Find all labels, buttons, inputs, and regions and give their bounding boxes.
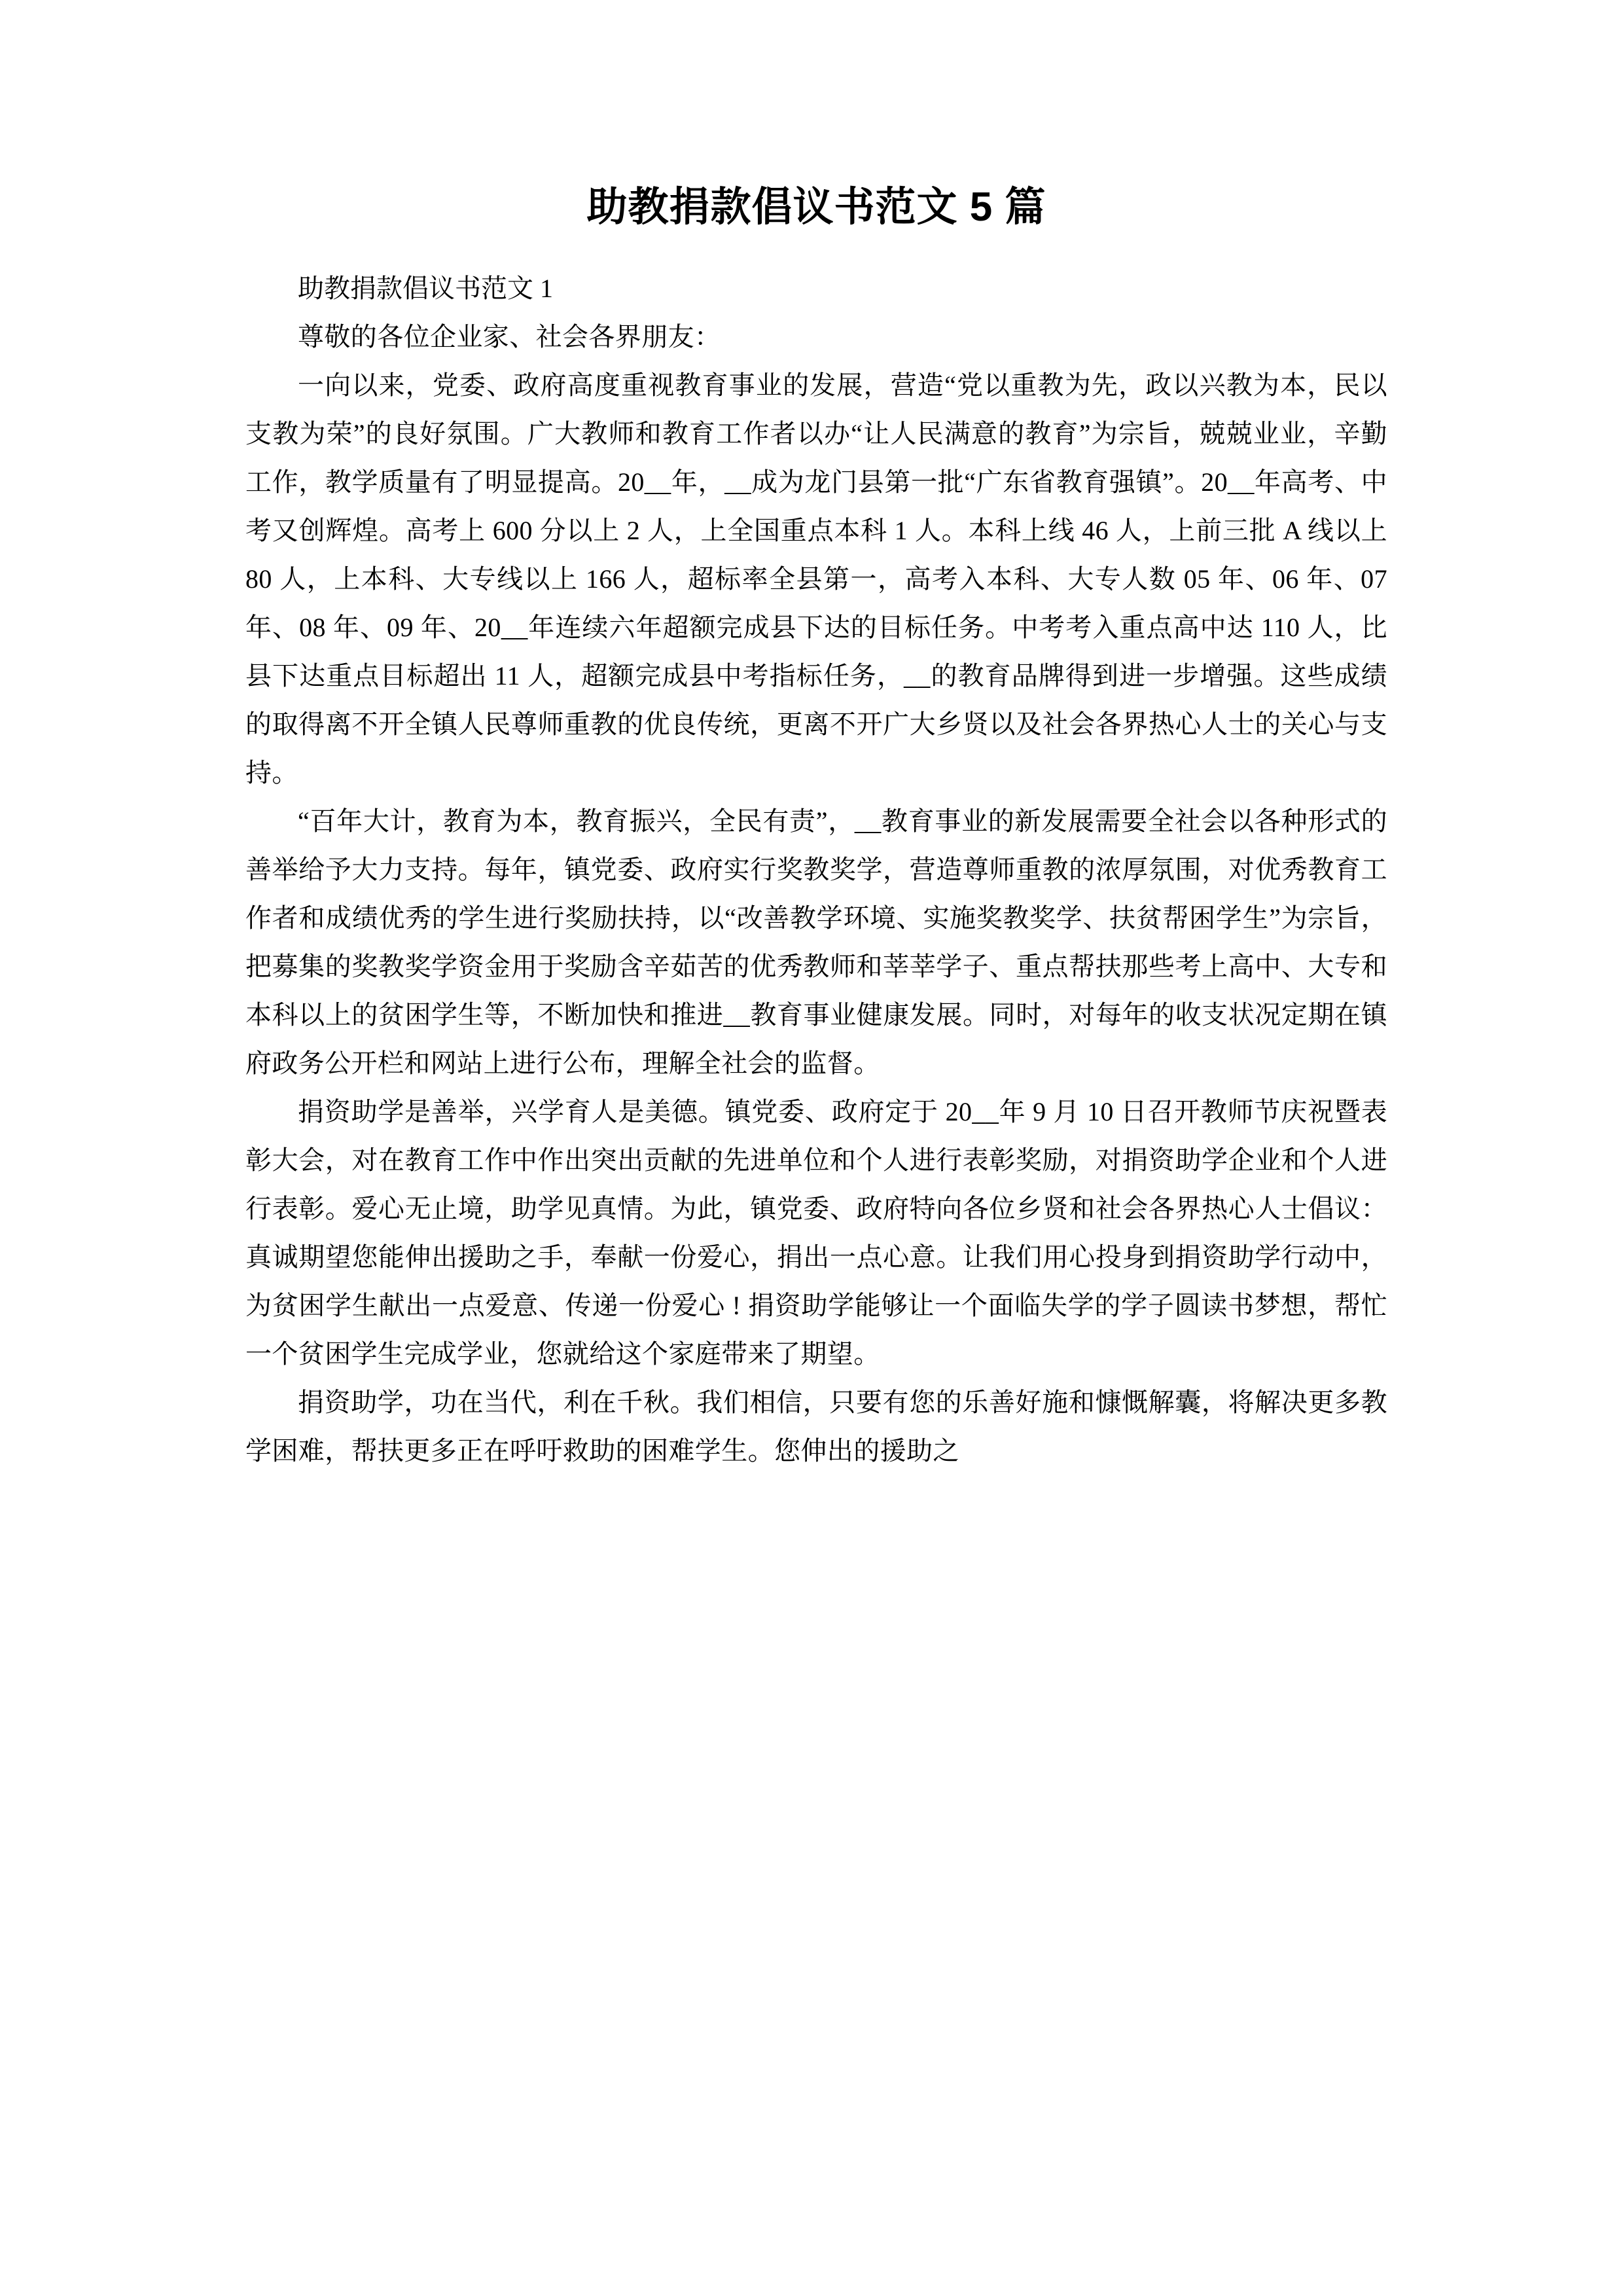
body-paragraph-2: “百年大计，教育为本，教育振兴，全民有责”，__教育事业的新发展需要全社会以各种形式的善举给予大力支持。每年，镇党委、政府实行奖教奖学，营造尊师重教的浓厚氛围，对优秀教育工作者和成绩优秀的学生进行奖励扶持，以“改善教学环境、实施奖教奖学、扶贫帮困学生”为宗旨，把募集的奖教奖学资金用于奖励含辛茹苦的优秀教师和莘莘学子、重点帮扶那些考上高中、大专和本科以上的贫困学生等，不断加快和推进__教育事业健康发展。同时，对每年的收支状况定期在镇府政务公开栏和网站上进行公布，理解全社会的监督。: [245, 806, 1387, 1078]
body-paragraph-1: 一向以来，党委、政府高度重视教育事业的发展，营造“党以重教为先，政以兴教为本，民以支教为荣”的良好氛围。广大教师和教育工作者以办“让人民满意的教育”为宗旨，兢兢业业，辛勤工作，教学质量有了明显提高。20__年，__成为龙门县第一批“广东省教育强镇”。20__年高考、中考又创辉煌。高考上 600 分以上 2 人，上全国重点本科 1 人。本科上线 46 人，上前三批 A 线以上 80 人，上本科、大专线以上 166 人，超标率全县第一，高考入本科、大专人数 05 年、06 年、07 年、08 年、09 年、20__年连续六年超额完成县下达的目标任务。中考考入重点高中达 110 人，比县下达重点目标超出 11 人，超额完成县中考指标任务，__的教育品牌得到进一步增强。这些成绩的取得离不开全镇人民尊师重教的优良传统，更离不开广大乡贤以及社会各界热心人士的关心与支持。: [245, 370, 1387, 787]
page-title: 助教捐款倡议书范文 5 篇: [586, 185, 1046, 230]
body-paragraph-3: 捐资助学是善举，兴学育人是美德。镇党委、政府定于 20__年 9 月 10 日召开教师节庆祝暨表彰大会，对在教育工作中作出突出贡献的先进单位和个人进行表彰奖励，对捐资助学企业和个人进行表彰。爱心无止境，助学见真情。为此，镇党委、政府特向各位乡贤和社会各界热心人士倡议：真诚期望您能伸出援助之手，奉献一份爱心，捐出一点心意。让我们用心投身到捐资助学行动中，为贫困学生献出一点爱意、传递一份爱心 ! 捐资助学能够让一个面临失学的学子圆读书梦想，帮忙一个贫困学生完成学业，您就给这个家庭带来了期望。: [245, 1097, 1387, 1369]
salutation-line: 尊敬的各位企业家、社会各界朋友：: [298, 322, 721, 351]
section-heading: 助教捐款倡议书范文 1: [298, 274, 553, 303]
body-paragraph-4: 捐资助学，功在当代，利在千秋。我们相信，只要有您的乐善好施和慷慨解囊，将解决更多教学困难，帮扶更多正在呼吁救助的困难学生。您伸出的援助之: [245, 1388, 1387, 1465]
document-content: [245, 0, 1387, 1475]
